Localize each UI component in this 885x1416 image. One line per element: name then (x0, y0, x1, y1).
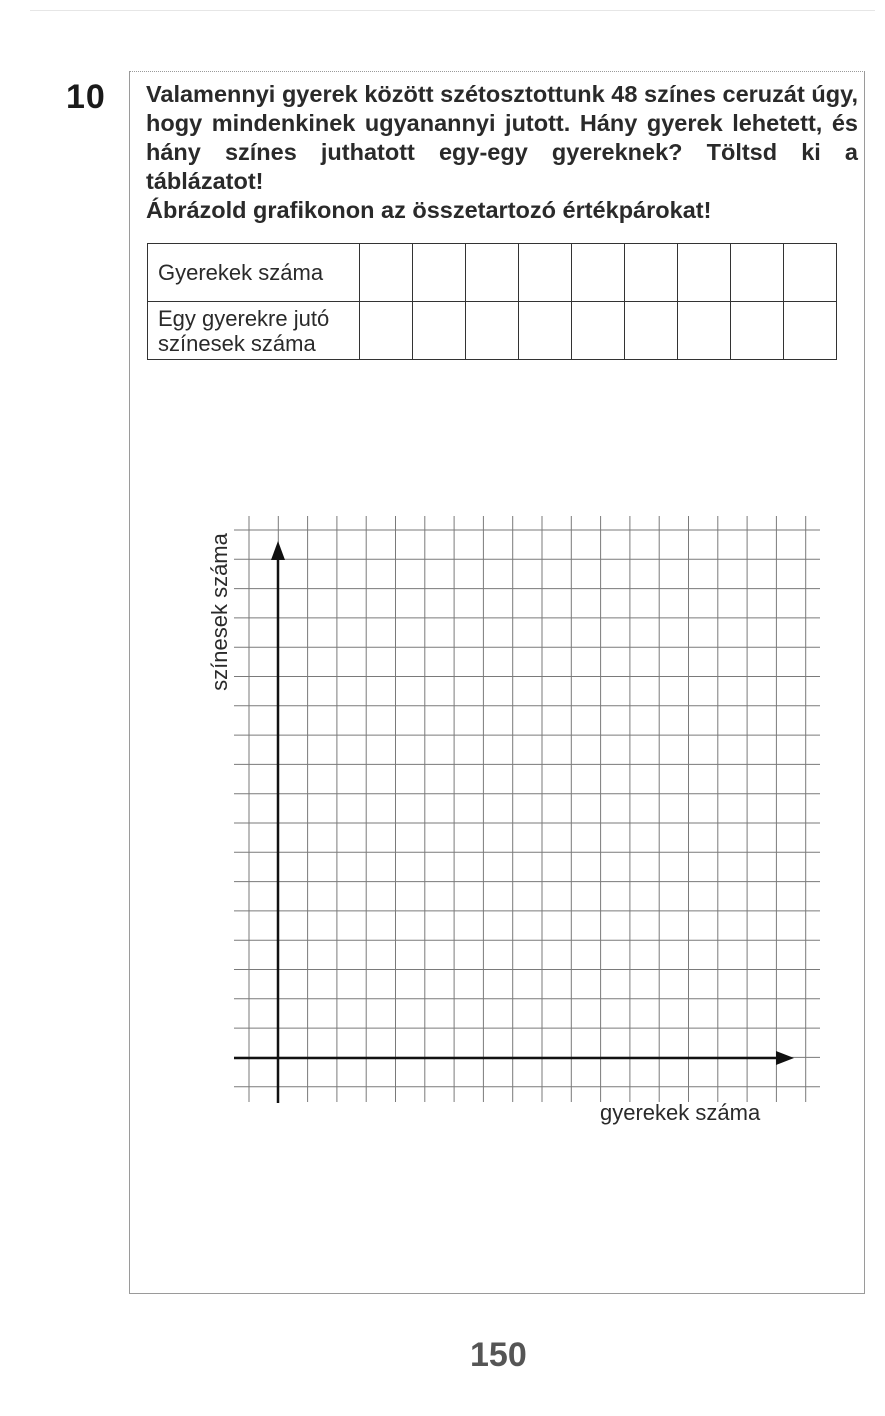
y-axis-arrow-icon (271, 541, 285, 560)
x-axis (234, 1051, 794, 1065)
row-label-crayons-line2: színesek száma (158, 330, 316, 356)
y-axis-label: színesek száma (207, 533, 232, 691)
page-number: 150 (470, 1336, 527, 1374)
question-line-2: hogy mindenkinek ugyanannyi jutott. Hány gyerek lehetett, és (146, 110, 858, 136)
question-line-4: Ábrázold grafikonon az összetartozó értékpárokat! (146, 197, 712, 223)
y-axis (271, 541, 285, 1103)
row-label-children: Gyerekek száma (148, 244, 360, 302)
question-line-3: hány színes juthatott egy-egy gyereknek? Töltsd ki a táblázatot! (146, 139, 858, 194)
task-number: 10 (66, 78, 106, 116)
row-label-crayons-line1: Egy gyerekre jutó (158, 305, 330, 331)
x-axis-label: gyerekek száma (600, 1100, 761, 1125)
x-axis-arrow-icon (776, 1051, 794, 1065)
question-line-1: Valamennyi gyerek között szétosztottunk 48 színes ceruzát úgy, (146, 81, 858, 107)
graph-grid (234, 516, 820, 1102)
